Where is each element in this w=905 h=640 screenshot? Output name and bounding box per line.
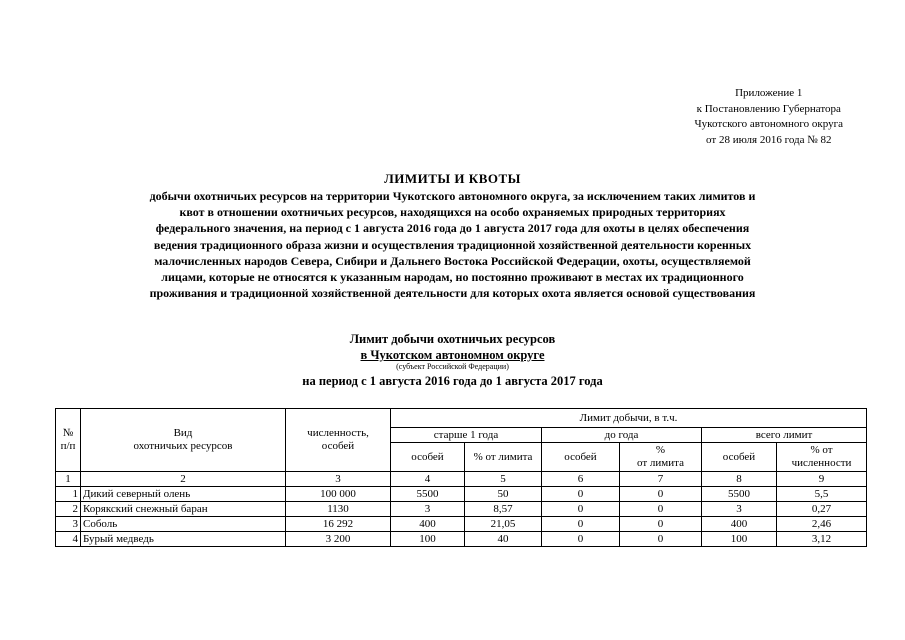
- row-total-pct: 0,27: [777, 502, 867, 517]
- row-population: 1130: [286, 502, 391, 517]
- row-under-pct: 0: [620, 517, 702, 532]
- row-population: 16 292: [286, 517, 391, 532]
- row-total-count: 400: [702, 517, 777, 532]
- header-under-count: особей: [542, 443, 620, 472]
- row-total-count: 3: [702, 502, 777, 517]
- row-older-pct: 50: [465, 487, 542, 502]
- row-population: 100 000: [286, 487, 391, 502]
- row-total-pct: 5,5: [777, 487, 867, 502]
- row-total-count: 5500: [702, 487, 777, 502]
- header-under-pct: % от лимита: [620, 443, 702, 472]
- table-row: [56, 502, 867, 517]
- column-number: 9: [777, 472, 867, 487]
- column-number: 3: [286, 472, 391, 487]
- row-under-pct: 0: [620, 487, 702, 502]
- row-under-pct: 0: [620, 532, 702, 547]
- row-under-count: 0: [542, 517, 620, 532]
- appendix-line-2: к Постановлению Губернатора: [696, 102, 841, 115]
- subtitle-line: лицами, которые не относятся к указанным народам, но постоянно проживают в местах их традиционного: [161, 270, 744, 285]
- region-note: (субъект Российской Федерации): [396, 362, 509, 371]
- row-population: 3 200: [286, 532, 391, 547]
- header-older-count: особей: [391, 443, 465, 472]
- header-total-count: особей: [702, 443, 777, 472]
- header-limit: Лимит добычи, в т.ч.: [391, 409, 867, 428]
- row-kind: Корякский снежный баран: [81, 502, 286, 517]
- row-older-pct: 21,05: [465, 517, 542, 532]
- header-kind: Вид охотничьих ресурсов: [81, 409, 286, 472]
- appendix-line-4: от 28 июля 2016 года № 82: [706, 133, 832, 146]
- appendix-line-1: Приложение 1: [735, 87, 803, 99]
- header-under: до года: [542, 428, 702, 443]
- row-under-count: 0: [542, 502, 620, 517]
- table-row: [56, 487, 867, 502]
- row-older-pct: 8,57: [465, 502, 542, 517]
- row-under-count: 0: [542, 532, 620, 547]
- subtitle-line: федерального значения, на период с 1 августа 2016 года до 1 августа 2017 года для охоты в целях обеспечения: [155, 221, 750, 236]
- document-title: ЛИМИТЫ И КВОТЫ: [384, 171, 521, 186]
- subtitle-line: малочисленных народов Севера, Сибири и Дальнего Востока Российской Федерации, охоты, осуществляемой: [154, 253, 751, 268]
- row-num: 1: [56, 487, 81, 502]
- row-older-count: 5500: [391, 487, 465, 502]
- header-population: численность, особей: [286, 409, 391, 472]
- column-number: 1: [56, 472, 81, 487]
- table-row: [56, 532, 867, 547]
- table-row: [56, 517, 867, 532]
- column-number: 6: [542, 472, 620, 487]
- row-under-count: 0: [542, 487, 620, 502]
- column-number: 4: [391, 472, 465, 487]
- column-number: 7: [620, 472, 702, 487]
- row-kind: Бурый медведь: [81, 532, 286, 547]
- limits-table: [55, 408, 867, 547]
- limit-period: на период с 1 августа 2016 года до 1 августа 2017 года: [302, 374, 603, 388]
- limit-heading: Лимит добычи охотничьих ресурсов: [349, 332, 556, 346]
- limit-region-text: в Чукотском автономном округе: [360, 348, 545, 362]
- row-total-count: 100: [702, 532, 777, 547]
- subtitle-line: ведения традиционного образа жизни и осуществления традиционной хозяйственной деятельности коренных: [153, 237, 752, 252]
- row-older-count: 100: [391, 532, 465, 547]
- appendix-line-3: Чукотского автономного округа: [694, 118, 843, 130]
- header-older-pct: % от лимита: [465, 443, 542, 472]
- subtitle-line: проживания и традиционной хозяйственной деятельности для которых охота является основой существования: [149, 286, 756, 301]
- header-total: всего лимит: [702, 428, 867, 443]
- header-total-pct: % от численности: [777, 443, 867, 472]
- subtitle-line: квот в отношении охотничьих ресурсов, находящихся на особо охраняемых природных территориях: [179, 205, 726, 220]
- header-older: старше 1 года: [391, 428, 542, 443]
- column-number-row: [56, 472, 867, 487]
- header-num: № п/п: [56, 409, 81, 472]
- row-num: 4: [56, 532, 81, 547]
- document-subtitle: [70, 188, 835, 301]
- row-older-pct: 40: [465, 532, 542, 547]
- appendix-block: [695, 86, 843, 148]
- column-number: 2: [81, 472, 286, 487]
- column-number: 5: [465, 472, 542, 487]
- row-under-pct: 0: [620, 502, 702, 517]
- row-total-pct: 3,12: [777, 532, 867, 547]
- subtitle-line: добычи охотничьих ресурсов на территории Чукотского автономного округа, за исключением таких лимитов и: [149, 189, 756, 203]
- row-older-count: 3: [391, 502, 465, 517]
- row-num: 2: [56, 502, 81, 517]
- row-num: 3: [56, 517, 81, 532]
- row-kind: Соболь: [81, 517, 286, 532]
- limit-region: [0, 347, 905, 363]
- column-number: 8: [702, 472, 777, 487]
- row-older-count: 400: [391, 517, 465, 532]
- row-kind: Дикий северный олень: [81, 487, 286, 502]
- row-total-pct: 2,46: [777, 517, 867, 532]
